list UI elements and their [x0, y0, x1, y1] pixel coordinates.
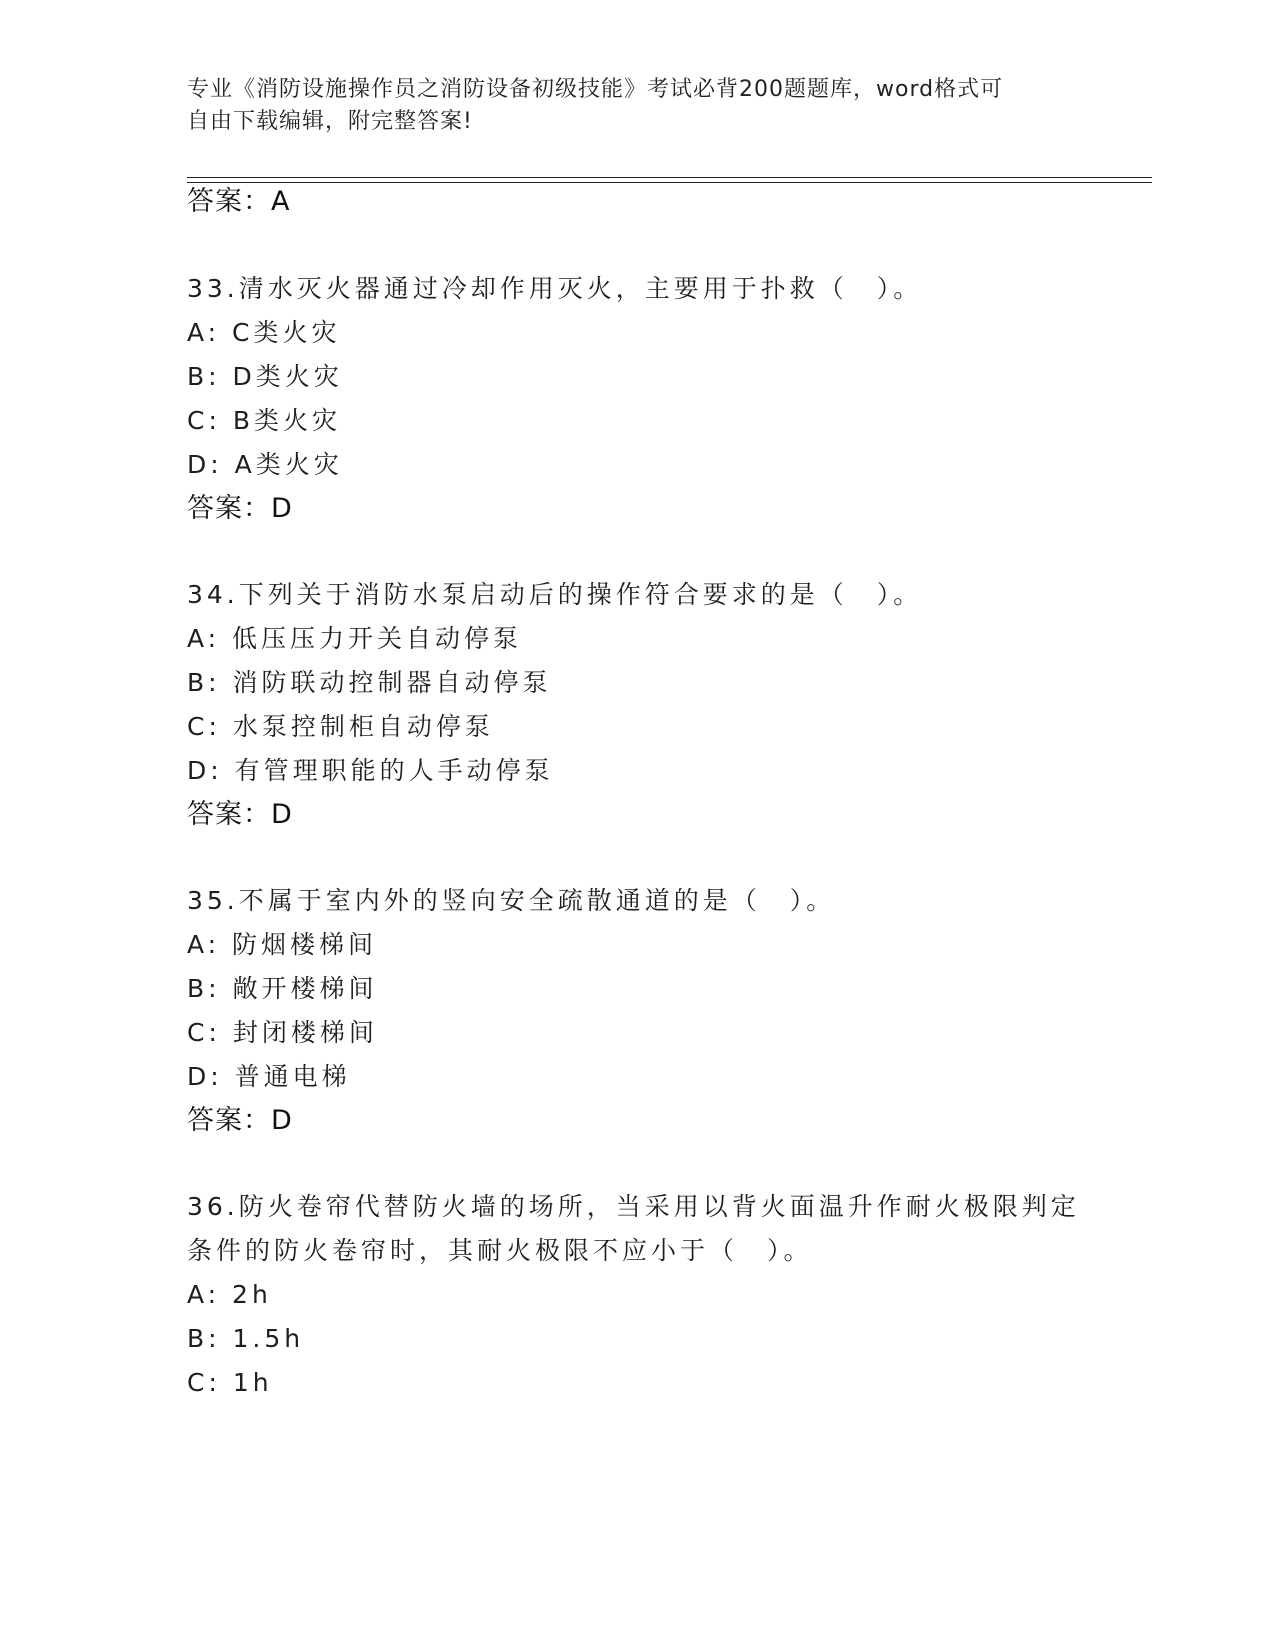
question-36-option-a: A: 2h: [187, 1280, 272, 1309]
document-header: [187, 74, 1067, 138]
question-35: 35.不属于室内外的竖向安全疏散通道的是（ ）。: [187, 886, 836, 915]
answer-32: 答案：A: [187, 186, 291, 217]
question-35-option-b: B: 敞开楼梯间: [187, 974, 378, 1003]
answer-33: 答案：D: [187, 493, 293, 524]
answer-35: 答案：D: [187, 1105, 293, 1136]
question-36-line-2: 条件的防火卷帘时，其耐火极限不应小于（ ）。: [187, 1236, 813, 1265]
question-33-option-a: A: C类火灾: [187, 318, 341, 347]
question-35-option-c: C: 封闭楼梯间: [187, 1018, 378, 1047]
question-34-option-c: C: 水泵控制柜自动停泵: [187, 712, 494, 741]
question-34-option-a: A: 低压压力开关自动停泵: [187, 624, 523, 653]
question-34-option-d: D: 有管理职能的人手动停泵: [187, 756, 554, 785]
answer-34: 答案：D: [187, 799, 293, 830]
question-33: 33.清水灭火器通过冷却作用灭火，主要用于扑救（ ）。: [187, 274, 923, 303]
question-34-option-b: B: 消防联动控制器自动停泵: [187, 668, 552, 697]
header-divider-top: [187, 177, 1152, 178]
question-36-line-1: 36.防火卷帘代替防火墙的场所，当采用以背火面温升作耐火极限判定: [187, 1192, 1080, 1221]
header-divider-bottom: [187, 182, 1152, 183]
question-33-option-b: B: D类火灾: [187, 362, 343, 391]
header-title-line-2: 自由下载编辑，附完整答案!: [187, 109, 473, 134]
question-36-option-c: C: 1h: [187, 1368, 273, 1397]
question-33-option-d: D: A类火灾: [187, 450, 343, 479]
question-33-option-c: C: B类火灾: [187, 406, 341, 435]
header-title-line-1: 专业《消防设施操作员之消防设备初级技能》考试必背200题题库，word格式可: [187, 77, 1004, 102]
question-35-option-d: D: 普通电梯: [187, 1062, 351, 1091]
question-36-option-b: B: 1.5h: [187, 1324, 305, 1353]
question-34: 34.下列关于消防水泵启动后的操作符合要求的是（ ）。: [187, 580, 923, 609]
question-35-option-a: A: 防烟楼梯间: [187, 930, 378, 959]
